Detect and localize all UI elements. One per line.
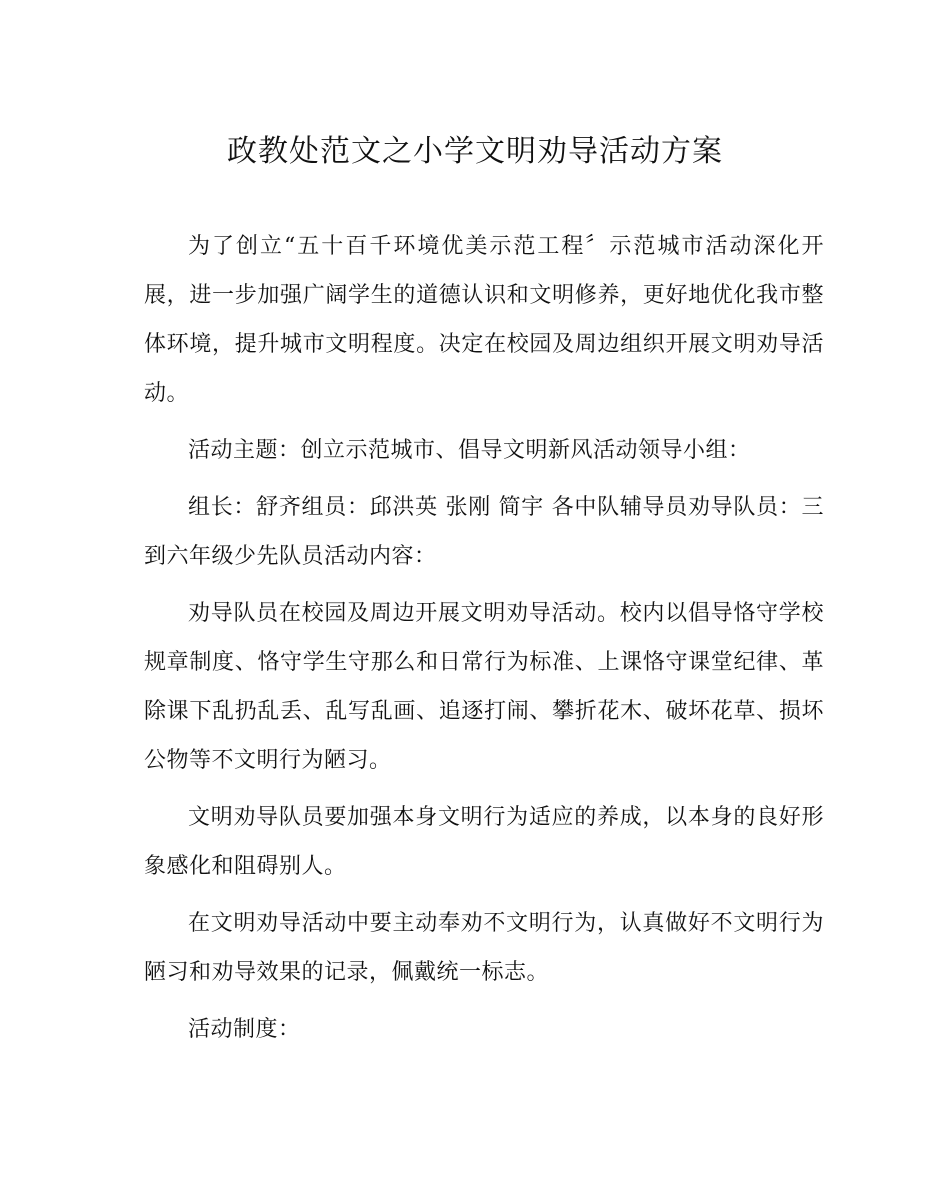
paragraph-content: 劝导队员在校园及周边开展文明劝导活动。校内以倡导恪守学校规章制度、恪守学生守那么和日常行为标准、上课恪守课堂纪律、革除课下乱扔乱丢、乱写乱画、追逐打闹、攀折花木、破坏花草、损坏公物等不文明行为陋习。 (144, 601, 824, 773)
document-body (144, 222, 824, 1062)
paragraph-theme: 活动主题：创立示范城市、倡导文明新风活动领导小组： (188, 438, 751, 463)
paragraph-intro: 为了创立“五十百千环境优美示范工程〞示范城市活动深化开展，进一步加强广阔学生的道德认识和文明修养，更好地优化我市整体环境，提升城市文明程度。决定在校园及周边组织开展文明劝导活动。 (144, 234, 824, 406)
paragraph-self-conduct: 文明劝导队员要加强本身文明行为适应的养成，以本身的良好形象感化和阻碍别人。 (144, 805, 824, 879)
paragraph-system-heading: 活动制度： (188, 1017, 301, 1042)
document-title: 政教处范文之小学文明劝导活动方案 (227, 134, 723, 169)
paragraph-members: 组长：舒齐组员：邱洪英 张刚 简宇 各中队辅导员劝导队员：三到六年级少先队员活动内容： (144, 495, 824, 569)
paragraph-persuasion: 在文明劝导活动中要主动奉劝不文明行为，认真做好不文明行为陋习和劝导效果的记录，佩戴统一标志。 (144, 911, 824, 985)
